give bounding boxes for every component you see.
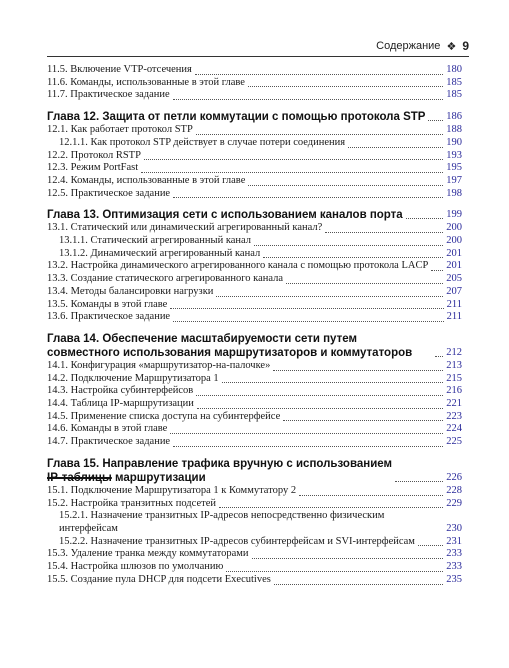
- toc-page-number[interactable]: 197: [446, 174, 462, 186]
- toc-entry-title: 14.3. Настройка субинтерфейсов: [47, 385, 194, 397]
- toc-entry-title: Глава 12. Защита от петли коммутации с помощью протокола STP: [47, 111, 426, 124]
- toc-chapter-heading[interactable]: [47, 208, 462, 222]
- section-gap: [47, 102, 462, 110]
- toc-page-number[interactable]: 180: [446, 64, 462, 75]
- dot-leader: [196, 395, 443, 396]
- toc-page-number[interactable]: 215: [446, 372, 462, 384]
- toc-page-number[interactable]: 201: [446, 247, 462, 259]
- toc-page-number[interactable]: 223: [446, 410, 462, 422]
- toc-entry[interactable]: [47, 77, 462, 90]
- toc-entry[interactable]: [47, 188, 462, 201]
- toc-entry-title: 12.5. Практическое задание: [47, 187, 171, 199]
- toc-entry[interactable]: [47, 311, 462, 324]
- toc-entry[interactable]: [47, 89, 462, 102]
- dot-leader: [395, 481, 443, 482]
- toc-entry[interactable]: [47, 423, 462, 436]
- toc-entry[interactable]: [47, 436, 462, 449]
- section-gap: [47, 324, 462, 332]
- toc-entry-title: 15.2. Настройка транзитных подсетей: [47, 497, 216, 509]
- toc-page-number[interactable]: 233: [446, 548, 462, 560]
- toc-page-number[interactable]: 231: [446, 535, 462, 547]
- dot-leader: [431, 270, 443, 271]
- toc-page-number[interactable]: 212: [446, 346, 462, 358]
- toc-entry-title: 12.4. Команды, использованные в этой главе: [47, 174, 246, 186]
- toc-entry[interactable]: [47, 64, 462, 77]
- dot-leader: [252, 558, 444, 559]
- toc-entry-title: 15.4. Настройка шлюзов по умолчанию: [47, 561, 224, 573]
- header-section-title: Содержание: [376, 40, 441, 52]
- toc-entry-title: 13.6. Практическое задание: [47, 311, 171, 323]
- toc-page-number[interactable]: 224: [446, 423, 462, 435]
- toc-entry-title: 15.2.2. Назначение транзитных IP-адресов субинтерфейсам и SVI-интерфейсам: [59, 535, 415, 547]
- toc-entry[interactable]: [47, 286, 462, 299]
- toc-page-number[interactable]: 221: [446, 398, 462, 410]
- toc-page-number[interactable]: 211: [446, 311, 462, 323]
- toc-entry[interactable]: [47, 248, 462, 261]
- toc-entry-title: 15.1. Подключение Маршрутизатора 1 к Коммутатору 2: [47, 484, 297, 496]
- toc-entry-title: 12.1. Как работает протокол STP: [47, 124, 193, 136]
- section-gap: [47, 200, 462, 208]
- dot-leader: [173, 197, 443, 198]
- toc-entry[interactable]: [47, 561, 462, 574]
- table-of-contents: [47, 64, 462, 587]
- dot-leader: [406, 218, 444, 219]
- toc-entry-title: 13.3. Создание статического агрегированного канала: [47, 273, 284, 285]
- toc-page-number[interactable]: 185: [446, 76, 462, 88]
- dot-leader: [273, 370, 443, 371]
- toc-page-number[interactable]: 190: [446, 136, 462, 148]
- toc-entry[interactable]: [47, 360, 462, 373]
- toc-entry[interactable]: [47, 373, 462, 386]
- toc-entry-title: 15.2.1. Назначение транзитных IP-адресов непосредственно физическим интерфейсам: [59, 510, 385, 534]
- dot-leader: [173, 446, 443, 447]
- diamond-ornament-icon: ❖: [446, 40, 457, 53]
- toc-page-number[interactable]: 199: [446, 209, 462, 221]
- toc-entry[interactable]: [47, 411, 462, 424]
- toc-entry-title: [47, 457, 392, 485]
- toc-entry-title: 12.3. Режим PortFast: [47, 162, 139, 174]
- toc-entry-title: 14.1. Конфигурация «маршрутизатор-на-палочке»: [47, 359, 271, 371]
- dot-leader: [299, 495, 443, 496]
- toc-entry[interactable]: [47, 574, 462, 587]
- toc-entry-title: 13.5. Команды в этой главе: [47, 298, 168, 310]
- dot-leader: [248, 185, 443, 186]
- dot-leader: [283, 420, 443, 421]
- toc-page-number[interactable]: 185: [446, 89, 462, 101]
- toc-entry[interactable]: [47, 260, 462, 273]
- dot-leader: [170, 308, 443, 309]
- toc-entry-title: 12.2. Протокол RSTP: [47, 149, 141, 161]
- toc-page-number[interactable]: 200: [446, 235, 462, 247]
- dot-leader: [286, 283, 443, 284]
- toc-chapter-heading[interactable]: [47, 110, 462, 124]
- dot-leader: [418, 545, 443, 546]
- dot-leader: [173, 321, 444, 322]
- toc-entry-title: Глава 14. Обеспечение масштабируемости сети путем совместного использования маршрутизаторов и коммутаторов: [47, 332, 413, 359]
- toc-page-number[interactable]: 201: [446, 260, 462, 272]
- toc-entry-title: 15.5. Создание пула DHCP для подсети Executives: [47, 573, 271, 585]
- toc-entry-title: 14.4. Таблица IP-маршрутизации: [47, 398, 194, 410]
- toc-entry[interactable]: [47, 485, 462, 498]
- toc-page-number[interactable]: 198: [446, 187, 462, 199]
- toc-entry-title: 11.5. Включение VTP-отсечения: [47, 64, 192, 75]
- dot-leader: [196, 134, 443, 135]
- toc-page-number[interactable]: 188: [446, 124, 462, 136]
- dot-leader: [325, 232, 443, 233]
- toc-entry[interactable]: [47, 124, 462, 137]
- toc-chapter-heading[interactable]: [47, 332, 462, 360]
- toc-entry[interactable]: [47, 498, 462, 511]
- dot-leader: [141, 172, 443, 173]
- toc-entry-title: 14.7. Практическое задание: [47, 436, 171, 448]
- toc-page-number[interactable]: 195: [446, 162, 462, 174]
- toc-page-number[interactable]: 216: [446, 385, 462, 397]
- toc-entry[interactable]: [47, 398, 462, 411]
- dot-leader: [173, 99, 444, 100]
- dot-leader: [144, 159, 443, 160]
- toc-entry-title: 13.2. Настройка динамического агрегированного канала с помощью протокола LACP: [47, 260, 429, 272]
- toc-entry[interactable]: [47, 536, 462, 549]
- toc-page-number[interactable]: 205: [446, 273, 462, 285]
- toc-entry[interactable]: [47, 548, 462, 561]
- toc-entry-title: 14.6. Команды в этой главе: [47, 423, 168, 435]
- toc-entry-title: 13.1. Статический или динамический агрегированный канал?: [47, 222, 323, 234]
- toc-page-number[interactable]: 233: [446, 561, 462, 573]
- dot-leader: [219, 507, 443, 508]
- dot-leader: [428, 120, 443, 121]
- dot-leader: [274, 584, 443, 585]
- dot-leader: [216, 296, 443, 297]
- toc-entry[interactable]: [47, 222, 462, 235]
- toc-page-number[interactable]: 228: [446, 484, 462, 496]
- toc-page-number[interactable]: 235: [446, 573, 462, 585]
- toc-entry[interactable]: [47, 137, 462, 150]
- dot-leader: [263, 257, 443, 258]
- toc-entry-title: 15.3. Удаление транка между коммутаторами: [47, 548, 249, 560]
- header-rule: [47, 56, 469, 57]
- toc-page-number[interactable]: 211: [446, 298, 462, 310]
- toc-page-number[interactable]: 207: [446, 285, 462, 297]
- toc-entry-title: 13.1.1. Статический агрегированный канал: [59, 235, 252, 247]
- header-page-number: 9: [462, 39, 469, 53]
- dot-leader: [254, 245, 443, 246]
- toc-entry[interactable]: [47, 510, 462, 535]
- toc-entry-title: 11.6. Команды, использованные в этой главе: [47, 76, 245, 88]
- toc-page-number[interactable]: 226: [446, 471, 462, 483]
- toc-entry-title: 11.7. Практическое задание: [47, 89, 170, 101]
- toc-entry[interactable]: [47, 175, 462, 188]
- toc-entry[interactable]: [47, 150, 462, 163]
- struck-through-text: IP-таблицы: [47, 471, 112, 484]
- dot-leader: [170, 433, 443, 434]
- running-header: [376, 39, 469, 53]
- toc-page-number[interactable]: 225: [446, 436, 462, 448]
- toc-entry[interactable]: [47, 235, 462, 248]
- toc-entry-title: 13.1.2. Динамический агрегированный канал: [59, 247, 261, 259]
- toc-entry-title: 13.4. Методы балансировки нагрузки: [47, 285, 214, 297]
- dot-leader: [435, 356, 443, 357]
- toc-entry[interactable]: [47, 385, 462, 398]
- toc-entry[interactable]: [47, 273, 462, 286]
- toc-page-number[interactable]: 193: [446, 149, 462, 161]
- toc-page-number[interactable]: 230: [446, 522, 462, 534]
- toc-entry-title: Глава 13. Оптимизация сети с использованием каналов порта: [47, 209, 403, 222]
- dot-leader: [226, 571, 443, 572]
- chapter-title-part: маршрутизации: [111, 471, 206, 484]
- dot-leader: [348, 147, 443, 148]
- section-gap: [47, 449, 462, 457]
- toc-entry[interactable]: [47, 162, 462, 175]
- chapter-title-part: Глава 15. Направление трафика вручную с использованием: [47, 457, 393, 470]
- dot-leader: [197, 408, 443, 409]
- dot-leader: [195, 74, 443, 75]
- dot-leader: [248, 86, 443, 87]
- toc-entry-title: 14.5. Применение списка доступа на субинтерфейсе: [47, 410, 281, 422]
- toc-page-number[interactable]: 186: [446, 111, 462, 123]
- toc-page-number[interactable]: 200: [446, 222, 462, 234]
- toc-entry-title: 12.1.1. Как протокол STP действует в случае потери соединения: [59, 136, 346, 148]
- toc-page-number[interactable]: 229: [446, 497, 462, 509]
- toc-chapter-heading[interactable]: [47, 457, 462, 485]
- toc-page-number[interactable]: 213: [446, 359, 462, 371]
- toc-entry-title: 14.2. Подключение Маршрутизатора 1: [47, 372, 219, 384]
- toc-entry[interactable]: [47, 299, 462, 312]
- dot-leader: [222, 382, 444, 383]
